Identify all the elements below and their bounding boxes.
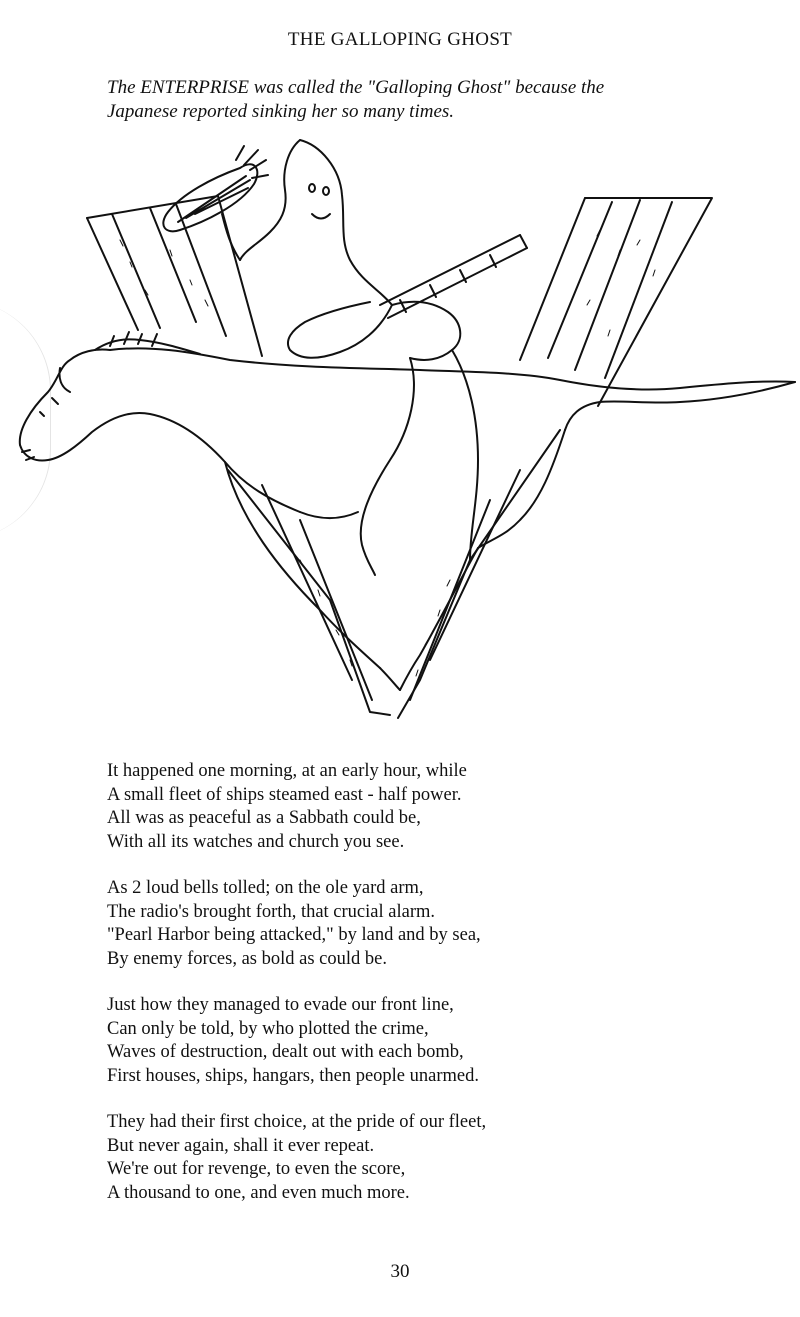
poem-line: Can only be told, by who plotted the crime, — [107, 1018, 429, 1039]
poem-line: A thousand to one, and even much more. — [107, 1182, 410, 1203]
broom — [163, 146, 268, 231]
poem-line: It happened one morning, at an early hour, while — [107, 761, 467, 781]
horse — [20, 332, 795, 690]
v-hatch-texture — [120, 230, 655, 676]
page-title: THE GALLOPING GHOST — [287, 29, 513, 50]
poem-line: Just how they managed to evade our front line, — [107, 995, 454, 1015]
page-number: 30 — [390, 1261, 410, 1282]
poem-line: They had their first choice, at the pride of our fleet, — [107, 1112, 487, 1132]
poem-line: All was as peaceful as a Sabbath could be, — [107, 808, 421, 828]
poem-stanza — [107, 760, 667, 854]
poem-line: We're out for revenge, to even the score, — [107, 1159, 406, 1179]
poem-line: But never again, shall it ever repeat. — [107, 1135, 375, 1156]
poem-stanza — [107, 877, 667, 971]
ghost-riding-horse-v-drawing — [0, 130, 800, 730]
poem-line: "Pearl Harbor being attacked," by land and by sea, — [107, 925, 481, 945]
poem-line: As 2 loud bells tolled; on the ole yard arm, — [107, 878, 424, 898]
poem-line: With all its watches and church you see. — [107, 831, 405, 852]
v-left-arm — [87, 196, 390, 715]
poem — [107, 760, 667, 1228]
page-subtitle: The ENTERPRISE was called the "Galloping Ghost" because the Japanese reported sinking her so many times. — [107, 77, 605, 122]
poem-line: The radio's brought forth, that crucial alarm. — [107, 901, 435, 922]
poem-line: First houses, ships, hangars, then people unarmed. — [107, 1065, 479, 1086]
poem-line: By enemy forces, as bold as could be. — [107, 948, 387, 969]
poem-line: A small fleet of ships steamed east - half power. — [107, 784, 462, 805]
poem-line: Waves of destruction, dealt out with each bomb, — [107, 1042, 464, 1062]
stick — [380, 235, 527, 318]
poem-stanza — [107, 994, 667, 1088]
poem-stanza — [107, 1111, 667, 1205]
